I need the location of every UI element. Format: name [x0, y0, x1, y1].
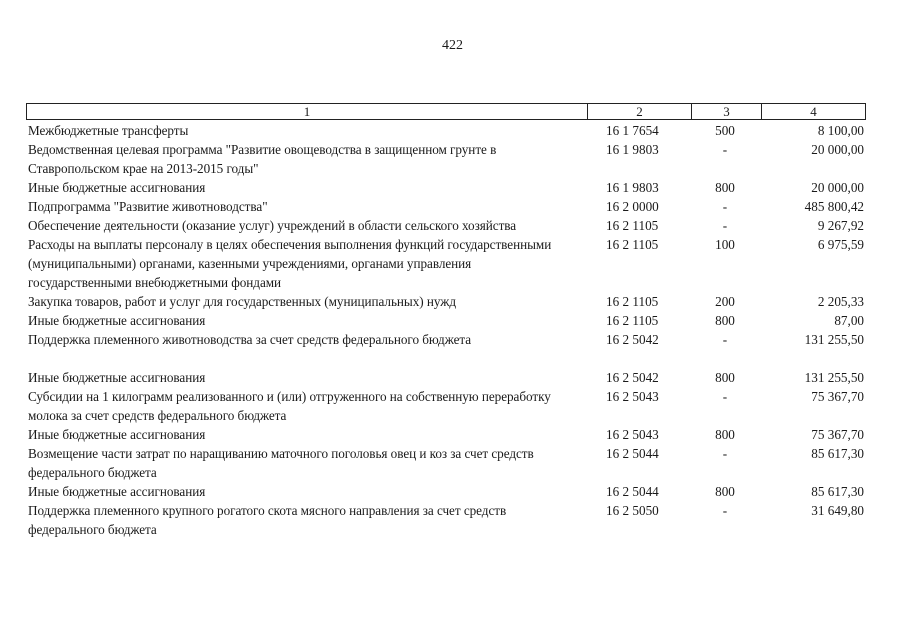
row-code: 16 2 1105	[606, 218, 659, 233]
row-code: 16 2 5050	[606, 503, 659, 518]
row-type: -	[722, 199, 728, 214]
row-amount: 9 267,92	[817, 218, 864, 233]
row-name: Межбюджетные трансферты	[28, 123, 189, 138]
column-header-3: 3	[723, 104, 730, 119]
table-row	[0, 501, 905, 539]
row-name: Подпрограмма "Развитие животноводства"	[28, 199, 268, 214]
row-type: 200	[715, 294, 735, 309]
table-row	[0, 482, 905, 501]
row-name: Возмещение части затрат по наращиванию маточного поголовья овец и коз за счет средств федерального бюджета	[28, 446, 534, 480]
row-name: Поддержка племенного крупного рогатого скота мясного направления за счет средств федерального бюджета	[28, 503, 507, 537]
table-row	[0, 387, 905, 425]
row-type: 800	[715, 180, 735, 195]
row-type: -	[722, 332, 728, 347]
row-code: 16 2 5044	[606, 484, 659, 499]
row-code: 16 2 1105	[606, 294, 659, 309]
row-amount: 87,00	[834, 313, 864, 328]
row-amount: 6 975,59	[817, 237, 864, 252]
table-row	[0, 216, 905, 235]
row-code: 16 1 7654	[606, 123, 659, 138]
table-row	[0, 330, 905, 349]
row-type: 800	[715, 484, 735, 499]
row-amount: 85 617,30	[811, 484, 864, 499]
row-code: 16 2 1105	[606, 313, 659, 328]
row-name: Расходы на выплаты персоналу в целях обеспечения выполнения функций государственными (муниципальными) органами, казенными учреждениями, органами управления государственными внебюджетными фондами	[28, 237, 552, 290]
row-amount: 75 367,70	[811, 427, 864, 442]
row-code: 16 2 5044	[606, 446, 659, 461]
row-name: Иные бюджетные ассигнования	[28, 313, 206, 328]
row-amount: 131 255,50	[804, 332, 864, 347]
row-code: 16 2 5043	[606, 389, 659, 404]
row-type: -	[722, 218, 728, 233]
row-name: Иные бюджетные ассигнования	[28, 484, 206, 499]
table-row	[0, 444, 905, 482]
row-amount: 485 800,42	[804, 199, 864, 214]
table-row	[0, 178, 905, 197]
row-spacer	[0, 349, 905, 368]
row-code: 16 2 5042	[606, 370, 659, 385]
row-name: Иные бюджетные ассигнования	[28, 427, 206, 442]
row-type: 800	[715, 427, 735, 442]
row-type: 800	[715, 370, 735, 385]
row-amount: 8 100,00	[817, 123, 864, 138]
row-amount: 20 000,00	[811, 142, 864, 157]
table-header	[26, 103, 866, 120]
page-number: 422	[442, 38, 463, 53]
row-name: Ведомственная целевая программа "Развитие овощеводства в защищенном грунте в Ставропольском крае на 2013-2015 годы"	[28, 142, 497, 176]
row-amount: 85 617,30	[811, 446, 864, 461]
column-header-2: 2	[636, 104, 643, 119]
row-code: 16 1 9803	[606, 180, 659, 195]
table-row	[0, 235, 905, 292]
row-amount: 2 205,33	[817, 294, 864, 309]
row-type: 800	[715, 313, 735, 328]
column-header-4: 4	[810, 104, 817, 119]
row-amount: 75 367,70	[811, 389, 864, 404]
row-name: Обеспечение деятельности (оказание услуг) учреждений в области сельского хозяйства	[28, 218, 517, 233]
row-type: 500	[715, 123, 735, 138]
row-code: 16 2 0000	[606, 199, 659, 214]
row-name: Иные бюджетные ассигнования	[28, 370, 206, 385]
row-type: -	[722, 446, 728, 461]
table-row	[0, 311, 905, 330]
table-row	[0, 425, 905, 444]
row-name: Иные бюджетные ассигнования	[28, 180, 206, 195]
row-amount: 131 255,50	[804, 370, 864, 385]
row-code: 16 2 5043	[606, 427, 659, 442]
row-type: -	[722, 389, 728, 404]
row-type: -	[722, 142, 728, 157]
column-header-1: 1	[303, 104, 311, 119]
row-type: 100	[715, 237, 735, 252]
row-name: Закупка товаров, работ и услуг для государственных (муниципальных) нужд	[28, 294, 456, 309]
table-row	[0, 140, 905, 178]
row-amount: 20 000,00	[811, 180, 864, 195]
row-name: Субсидии на 1 килограмм реализованного и (или) отгруженного на собственную переработку молока за счет средств федерального бюджета	[28, 389, 551, 423]
table-row	[0, 197, 905, 216]
table-row	[0, 292, 905, 311]
table-row	[0, 368, 905, 387]
row-amount: 31 649,80	[811, 503, 864, 518]
table-row	[0, 121, 905, 140]
table-body	[0, 121, 905, 539]
row-code: 16 2 5042	[606, 332, 659, 347]
row-type: -	[722, 503, 728, 518]
row-name: Поддержка племенного животноводства за счет средств федерального бюджета	[28, 332, 472, 347]
row-code: 16 1 9803	[606, 142, 659, 157]
row-code: 16 2 1105	[606, 237, 659, 252]
